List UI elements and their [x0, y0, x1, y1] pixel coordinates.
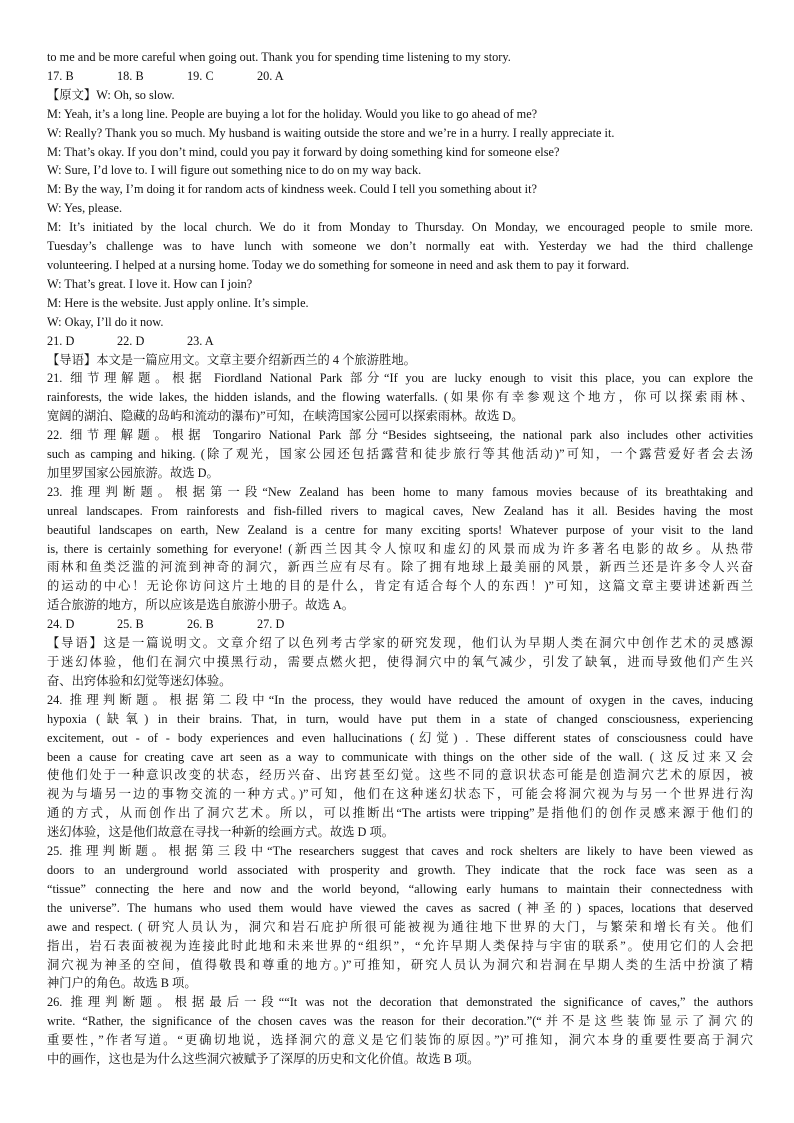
text-line: 洞穴视为神圣的空间，值得敬畏和尊重的地方。)”可推知，研究人员认为洞穴和岩洞在早期人类的生活中扮演了精: [47, 957, 753, 972]
text-line: 重要性，”作者写道。“更确切地说，选择洞穴的意义是它们装饰的原因。”)”可推知，洞穴本身的重要性要高于洞穴: [47, 1033, 753, 1048]
text-line: been a cause for creating cave art seen as a way to communicate with things on the other side of the wall. ( 这反过来又会: [47, 749, 753, 764]
text-line: 21. 细节理解题。根据 Fiordland National Park 部分“If you are lucky enough to visit this place, you can explore the: [47, 371, 753, 386]
text-line: W: Really? Thank you so much. My husband is waiting outside the store and we’re in a hurry. I really appreciate it.: [47, 125, 615, 140]
answer-item: 21. D: [47, 333, 75, 348]
answer-item: 26. B: [187, 617, 214, 632]
text-line: 适合旅游的地方，所以应该是选自旅游小册子。故选 A。: [47, 598, 355, 613]
answer-item: 27. D: [257, 617, 285, 632]
text-line: W: Okay, I’ll do it now.: [47, 314, 164, 329]
answer-item: 17. B: [47, 68, 74, 83]
text-line: 加里罗国家公园旅游。故选 D。: [47, 465, 219, 480]
text-line: 迷幻体验，这是他们故意在寻找一种新的绘画方式。故选 D 项。: [47, 825, 395, 840]
text-line: write. “Rather, the significance of the chosen caves was the reason for their decoration.”(“并不是这些装饰显示了洞穴的: [47, 1014, 753, 1029]
answer-key-row: [47, 67, 753, 86]
text-line: 25. 推理判断题。根据第三段中“The researchers suggest that caves and rock shelters are likely to have been viewed as: [47, 844, 753, 859]
text-line: awe and respect. ( 研究人员认为，洞穴和岩石庇护所很可能被视为通往地下世界的大门，与繁荣和增长有关。他们: [47, 919, 753, 934]
text-line: 23. 推理判断题。根据第一段“New Zealand has been home to many famous movies because of its breathtaking and: [47, 484, 753, 499]
text-line: W: That’s great. I love it. How can I join?: [47, 276, 253, 291]
text-line: 宽阔的湖泊、隐藏的岛屿和流动的瀑布)”可知，在峡湾国家公园可以探索雨林。故选 D。: [47, 409, 524, 424]
text-line: 【导语】本文是一篇应用文。文章主要介绍新西兰的 4 个旅游胜地。: [47, 352, 416, 367]
text-line: 【导语】这是一篇说明文。文章介绍了以色列考古学家的研究发现，他们认为早期人类在洞穴中创作艺术的灵感源: [47, 636, 753, 651]
text-line: 通的方式，从而创作出了洞穴艺术。所以，可以推断出“The artists were tripping”是指他们的创作灵感来源于他们的: [47, 806, 753, 821]
text-line: 中的画作，这也是为什么这些洞穴被赋予了深厚的历史和文化价值。故选 B 项。: [47, 1052, 480, 1067]
text-line: rainforests, the wide lakes, the hidden islands, and the flowing waterfalls. (如果你有幸参观这个地方，你可以探索雨林、: [47, 390, 753, 405]
text-line: 神门户的角色。故选 B 项。: [47, 976, 197, 991]
answer-item: 18. B: [117, 68, 144, 83]
text-line: 使他们处于一种意识改变的状态，经历兴奋、出窍甚至幻觉。这些不同的意识状态可能是创造洞穴艺术的原因，被: [47, 768, 753, 783]
answer-key-row: [47, 332, 753, 351]
answer-key-row: [47, 615, 753, 634]
text-line: doors to an underground world associated with prosperity and growth. They indicate that the rock face was seen as a: [47, 862, 753, 877]
text-line: hypoxia (缺氧) in their brains. That, in turn, would have put them in a state of changed consciousness, experiencing: [47, 711, 753, 726]
text-line: M: Here is the website. Just apply online. It’s simple.: [47, 295, 309, 310]
text-line: M: By the way, I’m doing it for random acts of kindness week. Could I tell you something about it?: [47, 182, 537, 197]
text-line: 24. 推理判断题。根据第二段中“In the process, they would have reduced the amount of oxygen in the caves, inducing: [47, 692, 753, 707]
text-line: M: It’s initiated by the local church. We do it from Monday to Thursday. On Monday, we encouraged people to smile more.: [47, 220, 753, 235]
text-line: 26. 推理判断题。根据最后一段““It was not the decoration that demonstrated the significance of caves,” the authors: [47, 995, 753, 1010]
text-line: 雨林和鱼类泛滥的河流到神奇的洞穴，新西兰应有尽有。除了拥有地球上最美丽的风景，新西兰还是许多令人兴奋: [47, 560, 753, 575]
answer-item: 23. A: [187, 333, 214, 348]
text-line: M: Yeah, it’s a long line. People are buying a lot for the holiday. Would you like to go ahead of me?: [47, 106, 538, 121]
text-line: W: Yes, please.: [47, 201, 123, 216]
text-line: volunteering. I helped at a nursing home. Today we do something for someone in need and ask them to pay it forward.: [47, 257, 630, 272]
text-line: Tuesday’s challenge was to have lunch with someone we don’t normally eat with. Yesterday we had the third challenge: [47, 239, 753, 254]
text-line: 奋、出窍体验和幻觉等迷幻体验。: [47, 673, 232, 688]
text-line: unreal landscapes. From rainforests and fish-filled rivers to magical caves, New Zealand has it all. Besides having the most: [47, 503, 753, 518]
text-line: W: Sure, I’d love to. I will figure out something nice to do on my way back.: [47, 163, 422, 178]
text-line: the universe”. The humans who used them would have viewed the caves as sacred (神圣的) spaces, locations that deserved: [47, 900, 753, 915]
text-line: 的运动的中心！无论你访问这片土地的目的是什么，肯定有适合每个人的东西！)”可知，这篇文章主要讲述新西兰: [47, 579, 753, 594]
text-line: to me and be more careful when going out. Thank you for spending time listening to my story.: [47, 50, 511, 64]
answer-item: 19. C: [187, 68, 214, 83]
text-line: 视为与墙另一边的事物交流的一种方式。)”可知，他们在这种迷幻状态下，可能会将洞穴视为与另一个世界进行沟: [47, 787, 753, 802]
answer-item: 24. D: [47, 617, 75, 632]
text-line: M: That’s okay. If you don’t mind, could you pay it forward by doing something kind for someone else?: [47, 144, 560, 159]
answer-item: 20. A: [257, 68, 284, 83]
text-line: such as camping and hiking. (除了观光，国家公园还包括露营和徒步旅行等其他活动)”可知，一个露营爱好者会去汤: [47, 447, 753, 462]
document-page: [47, 48, 753, 1069]
answer-item: 25. B: [117, 617, 144, 632]
text-line: 于迷幻体验，他们在洞穴中摸黑行动，需要点燃火把，使得洞穴中的氧气减少，引发了缺氧，进而导致他们产生兴: [47, 655, 753, 669]
text-line: 22. 细节理解题。根据 Tongariro National Park 部分“Besides sightseeing, the national park also includes other activities: [47, 428, 753, 443]
text-line: 指出，岩石表面被视为连接此时此地和未来世界的“组织”，“允许早期人类保持与宇宙的联系”。使用它们的人会把: [47, 938, 753, 953]
text-line: excitement, out - of - body experiences and even hallucinations (幻觉) . These different states of consciousness could have: [47, 730, 753, 745]
text-line: is, there is certainly something for everyone! (新西兰因其令人惊叹和虚幻的风景而成为许多著名电影的故乡。从热带: [47, 541, 753, 556]
text-line: 【原文】W: Oh, so slow.: [47, 87, 175, 102]
text-line: “tissue” connecting the here and now and the world beyond, “allowing early humans to maintain their connectedness with: [47, 881, 753, 896]
text-line: beautiful landscapes on earth, New Zealand is a centre for many exciting sports! Whatever purpose of your visit to the land: [47, 522, 753, 537]
answer-item: 22. D: [117, 333, 145, 348]
